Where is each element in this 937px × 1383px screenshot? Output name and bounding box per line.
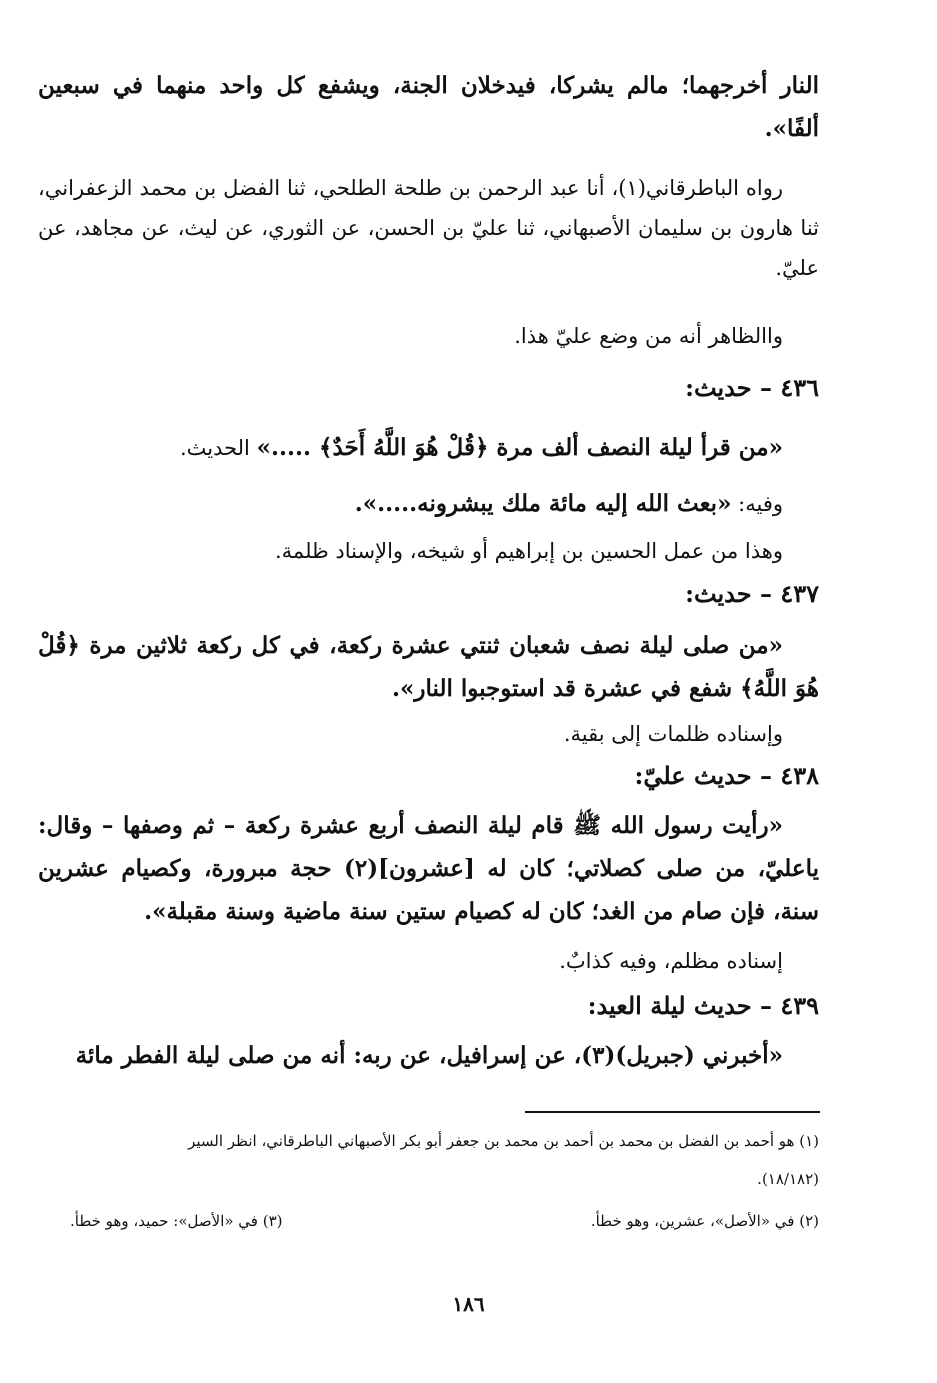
footnote-3: (٣) في «الأصل»: حميد، وهو خطأ. <box>70 1212 283 1230</box>
footnote-1: (١) هو أحمد بن الفضل بن محمد بن أحمد بن محمد بن جعفر أبو بكر الأصبهاني الباطرقاني، انظر السير <box>188 1132 819 1150</box>
paragraph-hadith-439-text: «أخبرني (جبريل)(٣)، عن إسرافيل، عن ربه: أنه من صلى ليلة الفطر مائة <box>75 1042 783 1069</box>
heading-hadith-436: ٤٣٦ – حديث: <box>685 373 819 402</box>
heading-hadith-437: ٤٣٧ – حديث: <box>685 579 819 608</box>
paragraph-hadith-438-comment: إسناده مظلم، وفيه كذابٌ. <box>559 949 783 973</box>
heading-hadith-439: ٤٣٩ – حديث ليلة العيد: <box>587 991 819 1020</box>
addition-quote: «بعث الله إليه مائة ملك يبشرونه.....». <box>354 490 732 517</box>
paragraph-hadith-438-text: «رأيت رسول الله ﷺ قام ليلة النصف أربع عشرة ركعة – ثم وصفها – وقال: ياعليّ، من صلى كصلاتي؛ كان له [عشرون](٢) حجة مبرورة، وكصيام عشرين سنة، فإن صام من الغد؛ كان له كصيام ستين سنة ماضية وسنة مقبلة». <box>38 812 819 925</box>
addition-lead: وفيه: <box>731 492 783 516</box>
paragraph-hadith-ending: النار أخرجهما؛ مالم يشركا، فيدخلان الجنة، ويشفع كل واحد منهما في سبعين ألفًا». <box>38 72 819 142</box>
footnote-2: (٢) في «الأصل»، عشرين، وهو خطأ. <box>590 1212 819 1230</box>
paragraph-hadith-437-comment: وإسناده ظلمات إلى بقية. <box>563 722 783 746</box>
paragraph-isnad: رواه الباطرقاني(١)، أنا عبد الرحمن بن طلحة الطلحي، ثنا الفضل بن محمد الزعفراني، ثنا هارون بن سليمان الأصبهاني، ثنا عليّ بن الحسن، عن الثوري، عن ليث، عن مجاهد، عن عليّ. <box>38 176 819 280</box>
paragraph-comment-fabrication: واالظاهر أنه من وضع عليّ هذا. <box>514 324 783 348</box>
heading-hadith-438: ٤٣٨ – حديث عليّ: <box>634 761 819 790</box>
footnote-separator <box>525 1111 820 1113</box>
paragraph-hadith-436-addition <box>38 484 819 524</box>
hadith-436-quote: «من قرأ ليلة النصف ألف مرة ﴿قُلْ هُوَ اللَّهُ أَحَدٌ﴾ .....» <box>256 434 783 461</box>
page-number: ١٨٦ <box>452 1292 485 1316</box>
hadith-436-tail: الحديث. <box>179 436 257 460</box>
paragraph-hadith-437-text: «من صلى ليلة نصف شعبان ثنتي عشرة ركعة، في كل ركعة ثلاثين مرة ﴿قُلْ هُوَ اللَّهُ﴾ شفع في عشرة قد استوجبوا النار». <box>38 632 819 702</box>
footnote-1-continuation: (١٨/١٨٢). <box>757 1170 819 1188</box>
paragraph-hadith-436-comment: وهذا من عمل الحسين بن إبراهيم أو شيخه، والإسناد ظلمة. <box>275 539 783 563</box>
paragraph-hadith-436-text <box>38 428 819 468</box>
